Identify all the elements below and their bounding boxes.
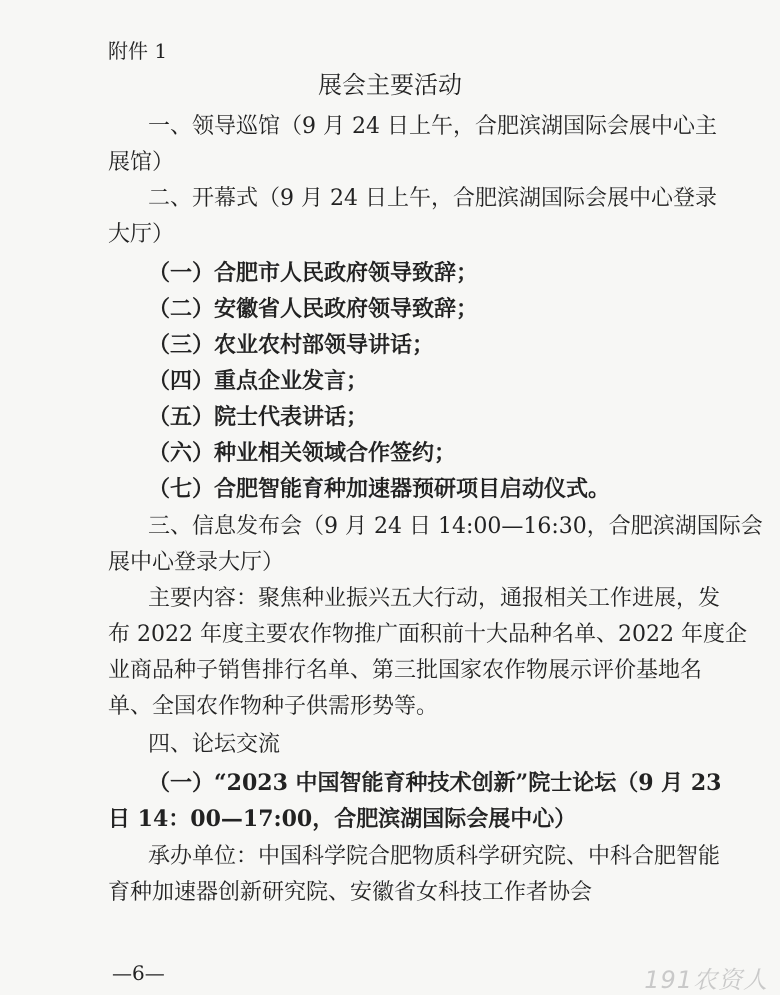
section-2-line-2: 大厅） bbox=[108, 222, 175, 247]
section-2-item-3: （三）农业农村部领导讲话； bbox=[148, 332, 435, 358]
section-2-item-1: （一）合肥市人民政府领导致辞； bbox=[148, 260, 479, 286]
section-1-line-1: 一、领导巡馆（9 月 24 日上午，合肥滨湖国际会展中心主 bbox=[148, 114, 717, 139]
section-4-organizer-line-2: 育种加速器创新研究院、安徽省女科技工作者协会 bbox=[108, 880, 593, 905]
section-4-organizer-line-1: 承办单位：中国科学院合肥物质科学研究院、中科合肥智能 bbox=[148, 844, 721, 869]
section-3-line-1: 三、信息发布会（9 月 24 日 14:00—16:30，合肥滨湖国际会 bbox=[148, 514, 763, 539]
page-title: 展会主要活动 bbox=[318, 71, 462, 99]
page-number: —6— bbox=[112, 961, 165, 985]
section-1-line-2: 展馆） bbox=[108, 150, 175, 175]
section-2-item-6: （六）种业相关领域合作签约； bbox=[148, 440, 457, 466]
section-3-content-line-2: 布 2022 年度主要农作物推广面积前十大品种名单、2022 年度企 bbox=[108, 622, 747, 647]
section-3-content-line-3: 业商品种子销售排行名单、第三批国家农作物展示评价基地名 bbox=[108, 658, 703, 683]
section-4-item-1-line-1: （一）“2023 中国智能育种技术创新”院士论坛（9 月 23 bbox=[148, 770, 722, 796]
section-2-item-4: （四）重点企业发言； bbox=[148, 368, 369, 394]
attachment-label: 附件 1 bbox=[108, 39, 168, 63]
section-3-content-line-1: 主要内容：聚焦种业振兴五大行动，通报相关工作进展，发 bbox=[148, 586, 721, 611]
section-2-item-2: （二）安徽省人民政府领导致辞； bbox=[148, 296, 479, 322]
watermark: 191农资人 bbox=[644, 966, 768, 994]
section-4-title: 四、论坛交流 bbox=[148, 732, 281, 757]
section-3-content-line-4: 单、全国农作物种子供需形势等。 bbox=[108, 694, 439, 719]
section-2-item-5: （五）院士代表讲话； bbox=[148, 404, 369, 430]
section-2-item-7: （七）合肥智能育种加速器预研项目启动仪式。 bbox=[148, 476, 611, 502]
section-2-line-1: 二、开幕式（9 月 24 日上午，合肥滨湖国际会展中心登录 bbox=[148, 186, 717, 211]
section-4-item-1-line-2: 日 14：00—17:00，合肥滨湖国际会展中心） bbox=[108, 806, 577, 832]
section-3-line-2: 展中心登录大厅） bbox=[108, 550, 285, 575]
